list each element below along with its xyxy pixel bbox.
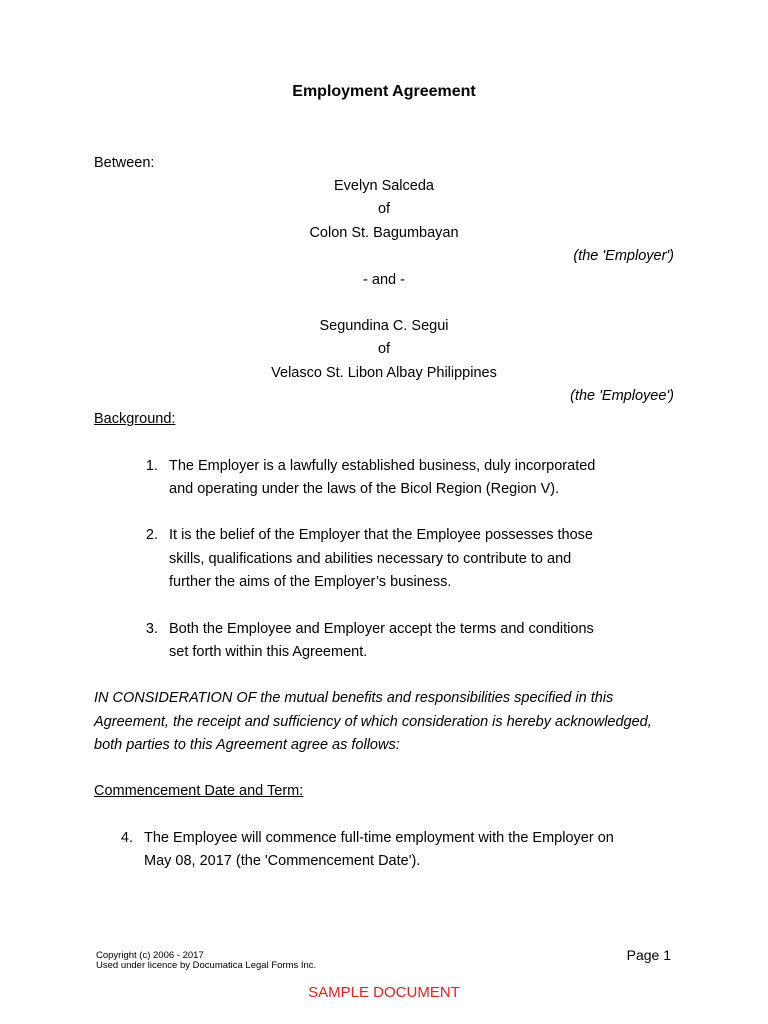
consideration-line: Agreement, the receipt and sufficiency of which consideration is hereby acknowledged, bbox=[94, 714, 652, 730]
list-item-line: and operating under the laws of the Bicol Region (Region V). bbox=[169, 481, 560, 497]
employee-of: of bbox=[377, 341, 391, 357]
list-item-line: skills, qualifications and abilities necessary to contribute to and bbox=[169, 551, 572, 567]
between-label: Between: bbox=[94, 155, 155, 171]
list-item-line: The Employer is a lawfully established business, duly incorporated bbox=[169, 458, 596, 474]
list-item-line: set forth within this Agreement. bbox=[169, 644, 368, 660]
list-item-number: 3. bbox=[145, 621, 158, 637]
list-item-number: 1. bbox=[145, 458, 158, 474]
copyright-text: Copyright (c) 2006 - 2017 bbox=[96, 950, 204, 961]
list-item-line: The Employee will commence full-time employment with the Employer on bbox=[144, 830, 614, 846]
and-separator: - and - bbox=[363, 272, 405, 288]
list-item-line: further the aims of the Employer’s business. bbox=[169, 574, 452, 590]
employer-address: Colon St. Bagumbayan bbox=[309, 225, 459, 241]
list-item-line: May 08, 2017 (the 'Commencement Date'). bbox=[144, 853, 421, 869]
employee-role: (the 'Employee') bbox=[570, 388, 674, 404]
sample-document-label: SAMPLE DOCUMENT bbox=[308, 984, 460, 1001]
licence-text: Used under licence by Documatica Legal Forms Inc. bbox=[96, 960, 317, 971]
list-item-line: Both the Employee and Employer accept the terms and conditions bbox=[169, 621, 594, 637]
background-heading: Background: bbox=[94, 411, 176, 427]
consideration-line: both parties to this Agreement agree as follows: bbox=[94, 737, 400, 753]
document-title: Employment Agreement bbox=[292, 83, 476, 100]
employer-name: Evelyn Salceda bbox=[334, 178, 434, 194]
employee-name: Segundina C. Segui bbox=[319, 318, 449, 334]
employer-of: of bbox=[377, 201, 391, 217]
employer-role: (the 'Employer') bbox=[573, 248, 674, 264]
list-item-line: It is the belief of the Employer that the Employee possesses those bbox=[169, 527, 593, 543]
employee-address: Velasco St. Libon Albay Philippines bbox=[271, 365, 497, 381]
consideration-line: IN CONSIDERATION OF the mutual benefits and responsibilities specified in this bbox=[94, 690, 614, 706]
commencement-heading: Commencement Date and Term: bbox=[94, 783, 304, 799]
page-number: Page 1 bbox=[626, 947, 671, 963]
list-item-number: 2. bbox=[145, 527, 158, 543]
list-item-number: 4. bbox=[120, 830, 133, 846]
